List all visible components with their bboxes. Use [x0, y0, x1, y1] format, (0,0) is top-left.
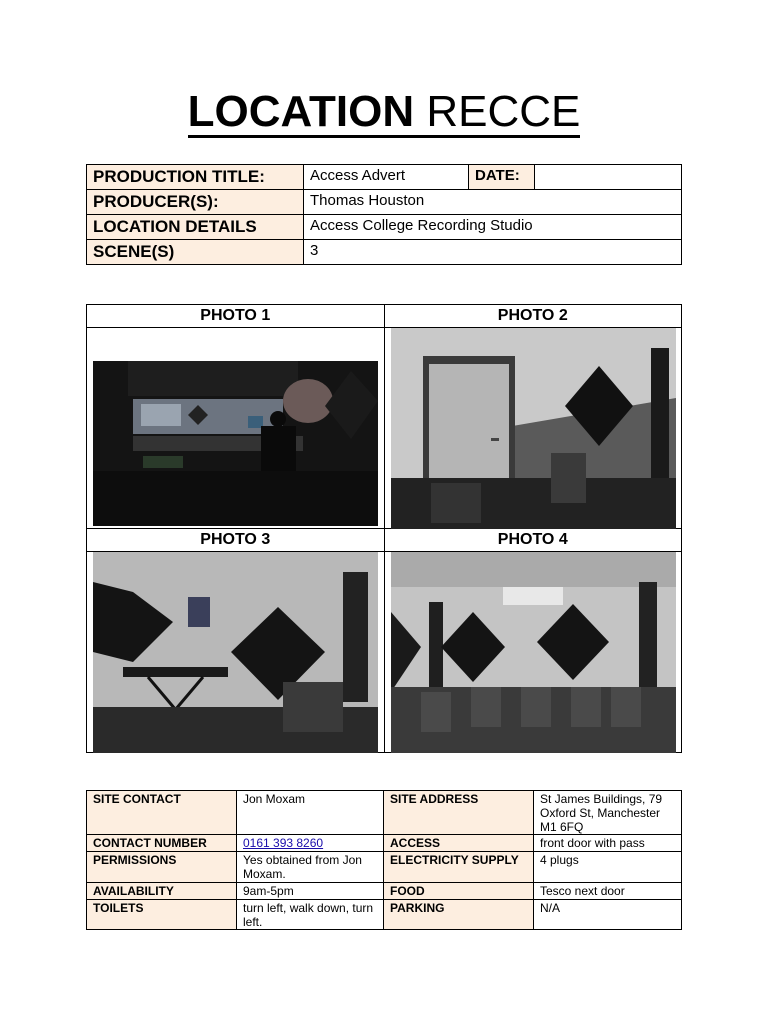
access-value[interactable]: front door with pass — [534, 835, 682, 852]
producer-value[interactable]: Thomas Houston — [304, 190, 682, 215]
photo-3-image — [93, 552, 378, 753]
toilets-value[interactable]: turn left, walk down, turn left. — [237, 900, 384, 930]
food-value[interactable]: Tesco next door — [534, 883, 682, 900]
photo-1-image — [93, 361, 378, 526]
location-details-value[interactable]: Access College Recording Studio — [304, 215, 682, 240]
electricity-supply-value[interactable]: 4 plugs — [534, 852, 682, 883]
site-address-value[interactable]: St James Buildings, 79 Oxford St, Manchester M1 6FQ — [534, 791, 682, 835]
contact-number-label: CONTACT NUMBER — [87, 835, 237, 852]
production-title-label: PRODUCTION TITLE: — [87, 165, 304, 190]
photo-1-heading: PHOTO 1 — [87, 305, 385, 328]
title-rest: RECCE — [426, 87, 581, 136]
toilets-label: TOILETS — [87, 900, 237, 930]
photo-4-heading: PHOTO 4 — [384, 529, 682, 552]
photo-2-heading: PHOTO 2 — [384, 305, 682, 328]
parking-value[interactable]: N/A — [534, 900, 682, 930]
producer-label: PRODUCER(S): — [87, 190, 304, 215]
title-bold: LOCATION — [187, 87, 415, 136]
permissions-label: PERMISSIONS — [87, 852, 237, 883]
scene-label: SCENE(S) — [87, 240, 304, 265]
production-title-value[interactable]: Access Advert — [304, 165, 469, 190]
photo-2-cell — [384, 328, 682, 529]
photo-1-cell — [87, 328, 385, 529]
photo-2-image — [391, 328, 676, 529]
photo-4-image — [391, 552, 676, 753]
photo-4-cell — [384, 552, 682, 753]
site-contact-value[interactable]: Jon Moxam — [237, 791, 384, 835]
electricity-supply-label: ELECTRICITY SUPPLY — [384, 852, 534, 883]
document-title — [0, 86, 768, 138]
site-contact-label: SITE CONTACT — [87, 791, 237, 835]
date-value[interactable] — [535, 165, 682, 190]
food-label: FOOD — [384, 883, 534, 900]
parking-label: PARKING — [384, 900, 534, 930]
date-label: DATE: — [469, 165, 535, 190]
availability-label: AVAILABILITY — [87, 883, 237, 900]
availability-value[interactable]: 9am-5pm — [237, 883, 384, 900]
access-label: ACCESS — [384, 835, 534, 852]
scene-value[interactable]: 3 — [304, 240, 682, 265]
photo-3-cell — [87, 552, 385, 753]
photo-grid — [86, 304, 682, 753]
production-table — [86, 164, 682, 265]
location-details-label: LOCATION DETAILS — [87, 215, 304, 240]
site-details-table — [86, 790, 682, 930]
contact-number-link[interactable]: 0161 393 8260 — [243, 836, 324, 850]
permissions-value[interactable]: Yes obtained from Jon Moxam. — [237, 852, 384, 883]
photo-3-heading: PHOTO 3 — [87, 529, 385, 552]
site-address-label: SITE ADDRESS — [384, 791, 534, 835]
